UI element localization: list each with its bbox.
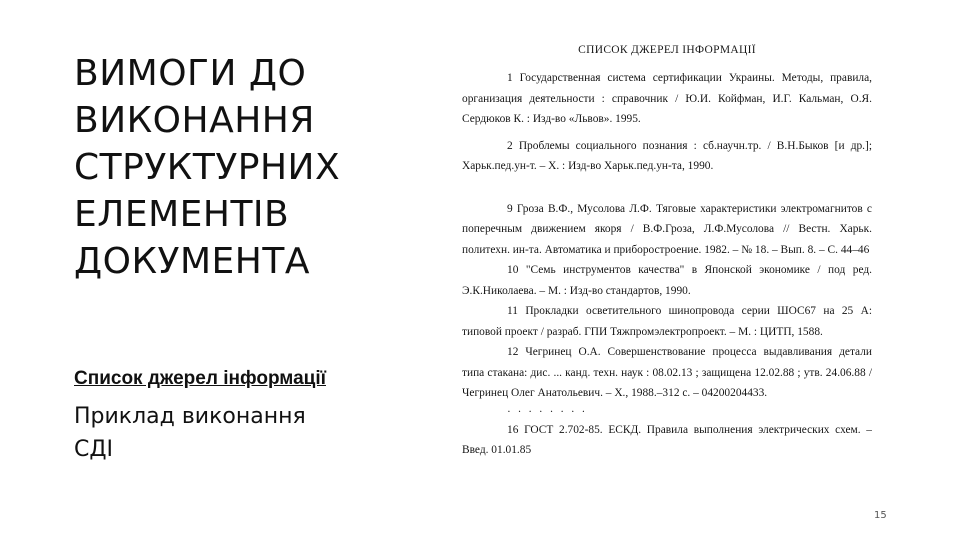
reference-entry: 2 Проблемы социального познания : сб.научн.тр. / В.Н.Быков [и др.]; Харьк.пед.ун-т. – Х. : Изд-во Харьк.пед.ун-та, 1990. <box>462 139 872 172</box>
title-line: ВИМОГИ ДО <box>74 53 307 94</box>
body-line: СДІ <box>74 437 114 462</box>
title-line: ВИКОНАННЯ <box>74 100 315 141</box>
body-line: Приклад виконання <box>74 404 306 429</box>
title-line: СТРУКТУРНИХ <box>74 147 341 188</box>
reference-entry: 16 ГОСТ 2.702-85. ЕСКД. Правила выполнения электрических схем. – Введ. 01.01.85 <box>462 423 872 456</box>
reference-entry: 11 Прокладки осветительного шинопровода серии ШОС67 на 25 А: типовой проект / разраб. ГПИ Тяжпромэлектропроект. – М. : ЦИТП, 1588. <box>462 305 872 338</box>
subheading: Список джерел інформації <box>74 368 326 389</box>
ellipsis: · · · · · · · · <box>507 405 588 418</box>
document-title: СПИСОК ДЖЕРЕЛ ІНФОРМАЦІЇ <box>578 44 756 56</box>
title-line: ДОКУМЕНТА <box>74 241 310 282</box>
title-line: ЕЛЕМЕНТІВ <box>74 194 290 235</box>
page-number: 15 <box>874 510 887 521</box>
reference-entry: 1 Государственная система сертификации Украины. Методы, правила, организация деятельности : справочник / Ю.И. Койфман, И.Г. Кальман, О.Я. Сердюков К. : Изд-во «Львов». 1995. <box>462 72 872 125</box>
reference-entry: 12 Чегринец О.А. Совершенствование процесса выдавливания детали типа стакана: дис. ... канд. техн. наук : 08.02.13 ; защищена 12.02.88 ; утв. 24.06.88 / Чегринец Олег Анатольевич. – Х., 1988.–312 с. – 04200204433. <box>462 346 872 399</box>
document-image <box>462 44 872 502</box>
slide-title <box>74 50 434 285</box>
reference-entry: 10 "Семь инструментов качества" в Японской экономике / под ред. Э.К.Николаева. – М. : Изд-во стандартов, 1990. <box>462 264 872 297</box>
reference-entry: 9 Гроза В.Ф., Мусолова Л.Ф. Тяговые характеристики электромагнитов с поперечным движением якоря / В.Ф.Гроза, Л.Ф.Мусолова // Вестн. Харьк. политехн. ин-та. Автоматика и приборостроение. 1982. – № 18. – Вып. 8. – С. 44–46 <box>462 202 872 256</box>
body-text <box>74 400 404 466</box>
